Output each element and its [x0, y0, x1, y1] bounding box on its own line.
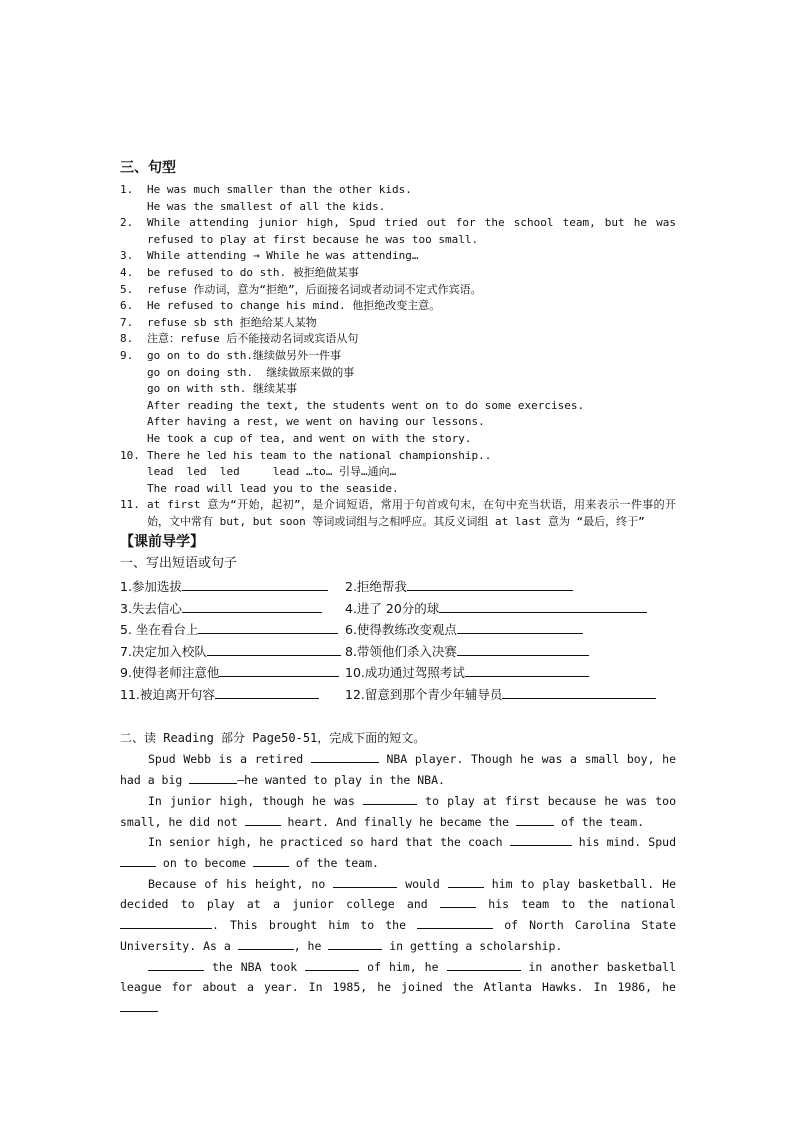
guide-title: 【课前导学】 [120, 534, 204, 551]
answer-blank[interactable] [120, 999, 158, 1012]
pattern-line [120, 215, 676, 248]
pattern-line [120, 248, 676, 265]
reading-text: Spud Webb is a retired [148, 752, 311, 767]
pattern-text: He took a cup of tea, and went on with the story. [147, 431, 472, 445]
pattern-number [120, 414, 147, 431]
exercise-item [345, 619, 675, 641]
answer-blank[interactable] [465, 663, 589, 677]
reading-text: of North Carolina State University. As a [120, 918, 677, 953]
reading-paragraph [120, 874, 676, 957]
reading-text: . This brought him to the [212, 918, 418, 933]
reading-text: In junior high, though he was [148, 793, 364, 808]
pattern-number [120, 199, 147, 216]
exercise-label: 12.留意到那个青少年辅导员 [345, 686, 503, 702]
answer-blank[interactable] [245, 813, 281, 826]
reading-paragraph [120, 749, 676, 790]
pattern-text: at first 意为“开始，起初”，是介词短语，常用于句首或句末，在句中充当状语，用来表示一件事的开始，文中常有 but, but soon 等词或词组与之相呼应。其反义词组 at last 意为 “最后，终于” [147, 498, 676, 528]
answer-blank[interactable] [189, 771, 237, 784]
pattern-text: refuse 作动词，意为“拒绝”，后面接名词或者动词不定式作宾语。 [147, 282, 482, 296]
answer-blank[interactable] [417, 916, 493, 929]
pattern-text: He was the smallest of all the kids. [147, 199, 386, 213]
pattern-number [120, 481, 147, 498]
pattern-line [120, 481, 676, 498]
exercise-label: 1.参加选拔 [120, 579, 182, 595]
exercise-label: 8.带领他们杀入决赛 [345, 643, 457, 659]
answer-blank[interactable] [198, 620, 338, 634]
pattern-number: 4. [120, 265, 134, 279]
exercise-item [120, 619, 345, 641]
answer-blank[interactable] [447, 958, 521, 971]
reading-text: —he wanted to play in the NBA. [237, 773, 445, 788]
pattern-text: While attending junior high, Spud tried out for the school team, but he was refused to play at first because he was too small. [147, 216, 676, 246]
answer-blank[interactable] [253, 854, 289, 867]
answer-blank[interactable] [238, 937, 294, 950]
pattern-text: He was much smaller than the other kids. [147, 183, 412, 196]
reading-text: to play at first because he was too small, he did not [120, 793, 676, 829]
pattern-line [120, 464, 676, 481]
pattern-line [120, 199, 676, 216]
reading-text: NBA player. Though he was a small boy, he had a big [120, 752, 677, 788]
exercise-row [120, 619, 676, 641]
pattern-line [120, 414, 676, 431]
reading-text: in another basketball league for about a year. In 1985, he joined the Atlanta Hawks. In 1986, he [120, 959, 676, 995]
pattern-line [120, 265, 676, 282]
reading-text: him to play basketball. He decided to play at a junior college and [120, 876, 677, 912]
pattern-text: There he led his team to the national championship.. [147, 448, 492, 462]
exercise-item [345, 684, 675, 706]
exercise-label: 4.进了 20分的球 [345, 600, 440, 616]
pattern-number [120, 431, 147, 448]
reading-text: of him, he [359, 959, 447, 974]
reading-text: the NBA took [204, 959, 306, 974]
answer-blank[interactable] [502, 685, 656, 699]
answer-blank[interactable] [215, 685, 319, 699]
exercise-label: 5. 坐在看台上 [120, 622, 199, 638]
reading-text: , he [293, 938, 329, 953]
reading-text: on to become [156, 855, 253, 870]
pattern-text: be refused to do sth. 被拒绝做某事 [147, 265, 359, 279]
exercise-item [345, 576, 675, 598]
reading-text: heart. And finally he became the [280, 814, 517, 829]
answer-blank[interactable] [407, 577, 573, 591]
exercise-item [345, 598, 675, 620]
exercise-row [120, 684, 676, 706]
exercise-label: 2.拒绝帮我 [345, 579, 407, 595]
reading-text: his team to the national [476, 897, 676, 912]
exercise-item [120, 662, 345, 684]
exercise-item [345, 662, 675, 684]
reading-paragraph [120, 957, 676, 1019]
sentence-patterns [120, 182, 676, 530]
exercise-row [120, 576, 676, 598]
pattern-number [120, 464, 147, 481]
pattern-line [120, 365, 676, 382]
answer-blank[interactable] [182, 599, 322, 613]
exercise-row [120, 662, 676, 684]
pattern-line [120, 282, 676, 299]
answer-blank[interactable] [457, 642, 589, 656]
pattern-line [120, 398, 676, 415]
pattern-number: 10. [120, 448, 140, 462]
answer-blank[interactable] [120, 854, 156, 867]
pattern-text: After reading the text, the students went on to do some exercises. [147, 398, 585, 412]
reading-paragraph [120, 832, 676, 873]
answer-blank[interactable] [305, 958, 359, 971]
exercise-item [120, 576, 345, 598]
pattern-line [120, 331, 676, 348]
pattern-text: While attending → While he was attending… [147, 249, 419, 263]
exercise2-title: 二、读 Reading 部分 Page50-51，完成下面的短文。 [120, 731, 426, 746]
pattern-number [120, 381, 147, 398]
exercise-label: 3.失去信心 [120, 600, 182, 616]
pattern-text: refuse sb sth 拒绝给某人某物 [147, 315, 317, 329]
pattern-line [120, 182, 676, 199]
answer-blank[interactable] [328, 937, 382, 950]
pattern-number: 11. [120, 498, 140, 512]
answer-blank[interactable] [363, 792, 417, 805]
reading-text: of the team. [554, 814, 645, 829]
answer-blank[interactable] [219, 663, 339, 677]
pattern-number: 2. [120, 216, 134, 230]
pattern-text: After having a rest, we went on having our lessons. [147, 415, 485, 429]
pattern-line [120, 348, 676, 365]
pattern-number: 8. [120, 332, 134, 346]
exercise-row [120, 598, 676, 620]
answer-blank[interactable] [516, 813, 554, 826]
answer-blank[interactable] [207, 642, 341, 656]
pattern-text: The road will lead you to the seaside. [147, 481, 399, 495]
reading-text: of the team. [288, 855, 379, 870]
answer-blank[interactable] [440, 895, 476, 908]
pattern-line [120, 298, 676, 315]
exercise-label: 11.被迫离开句容 [120, 686, 215, 702]
pattern-text: 注意：refuse 后不能接动名词或宾语从句 [147, 332, 359, 346]
exercise-item [345, 641, 675, 663]
pattern-text: go on doing sth. 继续做原来做的事 [147, 365, 355, 379]
pattern-number: 7. [120, 315, 134, 329]
reading-text: would [397, 876, 448, 891]
answer-blank[interactable] [333, 875, 397, 888]
pattern-text: go on to do sth.继续做另外一件事 [147, 348, 341, 362]
reading-paragraph [120, 791, 676, 832]
exercise1-title: 一、写出短语或句子 [120, 556, 238, 572]
pattern-number [120, 398, 147, 415]
exercise-item [120, 684, 345, 706]
pattern-line [120, 381, 676, 398]
answer-blank[interactable] [510, 833, 572, 846]
pattern-number: 5. [120, 282, 134, 296]
reading-text: In senior high, he practiced so hard that the coach [148, 835, 510, 850]
answer-blank[interactable] [120, 916, 212, 929]
reading-passage [120, 749, 676, 1018]
pattern-number: 1. [120, 183, 134, 196]
exercise-label: 7.决定加入校队 [120, 643, 207, 659]
reading-text: in getting a scholarship. [382, 938, 563, 953]
pattern-line [120, 315, 676, 332]
pattern-text: lead led led lead …to… 引导…通向… [147, 465, 397, 479]
pattern-number: 3. [120, 249, 134, 263]
pattern-text: He refused to change his mind. 他拒绝改变主意。 [147, 299, 441, 313]
pattern-line [120, 448, 676, 465]
pattern-line [120, 431, 676, 448]
exercise-label: 10.成功通过驾照考试 [345, 665, 465, 681]
exercise-label: 6.使得教练改变观点 [345, 622, 457, 638]
answer-blank[interactable] [148, 958, 204, 971]
answer-blank[interactable] [457, 620, 583, 634]
document-page [120, 158, 676, 1019]
section-title: 三、句型 [120, 160, 176, 176]
exercise-item [120, 598, 345, 620]
answer-blank[interactable] [311, 750, 379, 763]
exercise1-list [120, 576, 676, 705]
answer-blank[interactable] [439, 599, 647, 613]
pattern-text: go on with sth. 继续某事 [147, 382, 297, 396]
exercise-item [120, 641, 345, 663]
reading-text: Because of his height, no [148, 876, 334, 891]
pattern-number: 9. [120, 348, 134, 362]
answer-blank[interactable] [182, 577, 328, 591]
reading-text: his mind. Spud [571, 835, 676, 850]
pattern-number [120, 365, 147, 382]
pattern-line [120, 497, 676, 530]
exercise-label: 9.使得老师注意他 [120, 665, 220, 681]
answer-blank[interactable] [448, 875, 484, 888]
pattern-number: 6. [120, 299, 134, 313]
exercise-row [120, 641, 676, 663]
